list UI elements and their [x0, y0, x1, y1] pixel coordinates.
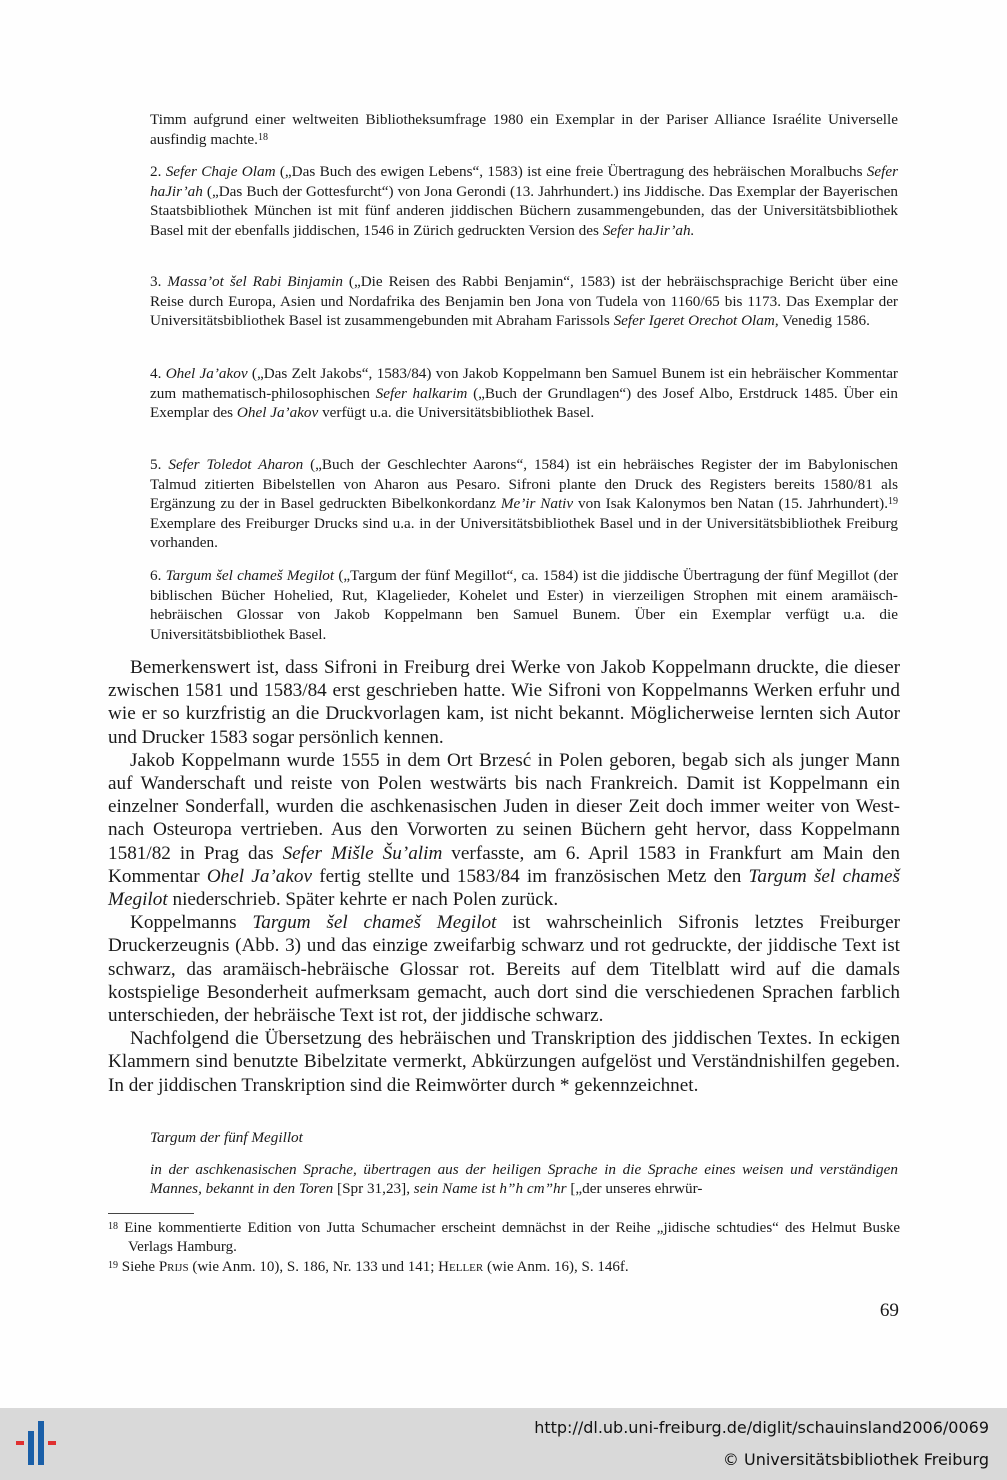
- item-italic: Ohel Ja’akov: [236, 404, 319, 422]
- paragraph-text: Bemerkenswert ist, dass Sifroni in Freiburg drei Werke von Jakob Koppelmann druckte, die dieser zwischen 1581 und 1583/84 erst geschrieben hatte. Wie Sifroni von Koppelmanns Werken erfuhr und wie er so kurzfristig an die Druckvorlagen kam, ist nicht bekannt. Möglicherweise lernten sich Autor und Drucker 1583 sogar persönlich kennen.: [108, 657, 900, 748]
- item-number: 5.: [150, 456, 162, 473]
- main-text: [108, 656, 900, 1097]
- paragraph-text: ist wahrscheinlich Sifronis letztes Freiburger Druckerzeugnis (Abb. 3) und das einzige zweifarbig schwarz und rot gedruckte, der jiddische Text ist schwarz, das aramäisch-hebräische Glossar rot. Bereits auf dem Titelblatt wird auf die damals kostspielige Besonderheit aufmerksam gemacht, auch dort sind die verschiedenen Sprachen farblich unterschieden, der hebräische Text ist rot, der jiddische schwarz.: [108, 912, 900, 1027]
- item-italic: Sefer haJir’ah.: [602, 221, 695, 239]
- paragraph-text: Jakob Koppelmann wurde 1555 in dem Ort Brzesć in Polen geboren, begab sich als junger Mann auf Wanderschaft und reiste von Polen westwärts bis nach Frankreich. Damit ist Koppelmann ein einzelner Sonderfall, wurden die aschkenasischen Juden in dieser Zeit doch immer weiter von West- nach Osteuropa vertrieben. Aus den Vorworten zu seinen Büchern geht hervor, dass Koppelmann 1581/82 in Prag das: [108, 749, 900, 864]
- footnote-number: 19: [108, 1259, 118, 1271]
- logo-accent-right: [48, 1441, 56, 1445]
- item-number: 3.: [150, 273, 162, 290]
- source-url-link[interactable]: http://dl.ub.uni-freiburg.de/diglit/schauinsland2006/0069: [534, 1418, 989, 1437]
- item-text: von Isak Kalonymos ben Natan (15. Jahrhundert).: [573, 495, 888, 513]
- italic-title: Ohel Ja’akov: [206, 865, 313, 887]
- item-text: („Das Buch der Gottesfurcht“) von Jona Gerondi (13. Jahrhundert.) ins Jiddische. Das Exemplar der Bayerischen Staatsbibliothek München ist mit fünf anderen jiddischen Büchern zusammengebunden, das der Universitätsbibliothek Basel mit der ebenfalls jiddischen, 1546 in Zürich gedruckten Version des: [150, 182, 898, 239]
- quote-text: [Spr 31,23],: [333, 1180, 414, 1198]
- paragraph-text: niederschrieb. Später kehrte er nach Polen zurück.: [167, 889, 559, 911]
- quote-block: [150, 1128, 898, 1199]
- body-paragraph-2: [108, 749, 900, 911]
- item-text: („Buch der Grundlagen“) des Josef Albo, Erstdruck 1485. Über ein Exemplar des: [150, 384, 899, 422]
- footnote-divider: [108, 1213, 194, 1214]
- item-text: verfügt u.a. die Universitätsbibliothek Basel.: [318, 404, 595, 422]
- list-item-4: [150, 364, 898, 423]
- item-text: („Das Zelt Jakobs“, 1583/84) von Jakob Koppelmann ben Samuel Bunem ist ein hebräischer Kommentar zum mathematisch-philosophischen: [150, 365, 898, 402]
- copyright-text: © Universitätsbibliothek Freiburg: [722, 1450, 989, 1469]
- paragraph-text: Koppelmanns: [130, 912, 253, 934]
- page-number: 69: [879, 1300, 899, 1321]
- footnote-ref-19[interactable]: 19: [888, 496, 898, 508]
- footnote-author: Heller: [438, 1258, 484, 1275]
- body-paragraph-3: [108, 911, 900, 1027]
- footnote-text: (wie Anm. 10), S. 186, Nr. 133 und 141;: [188, 1258, 439, 1275]
- body-paragraph-4: [108, 1027, 900, 1097]
- item-title: Targum šel chameš Megilot: [165, 567, 335, 584]
- item-number: 4.: [150, 365, 162, 382]
- footnotes: [108, 1219, 900, 1277]
- quote-text: [„der unseres ehrwür-: [566, 1180, 703, 1198]
- item-italic: Sefer Igeret Orechot Olam: [613, 312, 775, 330]
- logo-bar-left: [28, 1431, 34, 1465]
- item-number: 2.: [150, 163, 162, 180]
- item-text: Exemplare des Freiburger Drucks sind u.a. in der Universitätsbibliothek Basel und in der Universitätsbibliothek Freiburg vorhanden.: [150, 514, 898, 552]
- item-text: („Buch der Geschlechter Aarons“, 1584) ist ein hebräisches Register der im Babylonischen Talmud zitierten Bibelstellen von Aharon aus Pesaro. Sifroni plante den Druck des Registers bereits 1580/81 als Ergänzung zu der in Basel gedruckten Bibelkonkordanz: [150, 456, 899, 513]
- italic-title: Targum šel chameš Megilot: [252, 912, 497, 934]
- body-paragraph-1: [108, 656, 900, 749]
- logo-bar-center: [38, 1421, 44, 1465]
- item-text: , Venedig 1586.: [774, 312, 870, 330]
- item-number: 6.: [150, 567, 162, 584]
- quote-text: sein Name ist h”h cm”hr: [413, 1180, 567, 1198]
- item-italic: Sefer halkarim: [375, 384, 468, 402]
- list-item-3: [150, 272, 898, 331]
- footnote-18: [108, 1219, 900, 1258]
- footnote-text: Siehe: [121, 1258, 159, 1275]
- quote-title: Targum der fünf Megillot: [150, 1129, 303, 1146]
- item-title: Massa’ot šel Rabi Binjamin: [167, 273, 343, 290]
- item-title: Sefer Toledot Aharon: [168, 456, 304, 473]
- list-item-6: [150, 566, 898, 644]
- list-item-2: [150, 162, 898, 240]
- item-text: („Das Buch des ewigen Lebens“, 1583) ist eine freie Übertragung des hebräischen Moralbuchs: [275, 163, 867, 180]
- quote-text: in der aschkenasischen Sprache, übertragen aus der heiligen Sprache in die Sprache eines weisen und verständigen Mannes, bekannt in den Toren: [150, 1160, 898, 1198]
- logo-accent-left: [16, 1441, 24, 1445]
- item-italic: Me’ir Nativ: [500, 495, 574, 513]
- footnote-number: 18: [108, 1221, 118, 1232]
- footnote-author: Prijs: [158, 1258, 189, 1275]
- intro-text: Timm aufgrund einer weltweiten Bibliotheksumfrage 1980 ein Exemplar in der Pariser Alliance Israélite Universelle ausfindig machte.: [150, 111, 898, 148]
- paragraph-text: fertig stellte und 1583/84 im französischen Metz den: [312, 865, 749, 887]
- footnote-19: [108, 1258, 900, 1277]
- intro-paragraph: [150, 110, 898, 149]
- item-title: Ohel Ja’akov: [165, 365, 248, 382]
- footnote-text: Eine kommentierte Edition von Jutta Schumacher erscheint demnächst in der Reihe „jidische schtudies“ des Helmut Buske Verlags Hamburg.: [124, 1220, 900, 1256]
- item-italic: Sefer haJir’ah: [150, 163, 899, 200]
- paragraph-text: verfasste, am 6. April 1583 in Frankfurt am Main den Kommentar: [108, 842, 900, 887]
- footnote-text: (wie Anm. 16), S. 146f.: [483, 1258, 629, 1275]
- italic-title: Targum šel chameš Megilot: [108, 865, 900, 911]
- item-title: Sefer Chaje Olam: [165, 163, 276, 180]
- item-text: („Targum der fünf Megillot“, ca. 1584) ist die jiddische Übertragung der fünf Megillot (der biblischen Bücher Hohelied, Rut, Klagelieder, Kohelet und Ester) in vierzeiligen Strophen mit einem aramäisch-hebräischen Glossar von Jakob Koppelmann ben Samuel Bunem. Über ein Exemplar verfügt u.a. die Universitätsbibliothek Basel.: [150, 567, 898, 643]
- list-item-5: [150, 455, 898, 553]
- paragraph-text: Nachfolgend die Übersetzung des hebräischen und Transkription des jiddischen Textes. In eckigen Klammern sind benutzte Bibelzitate vermerkt, Abkürzungen aufgelöst und Verständnishilfen gegeben. In der jiddischen Transkription sind die Reimwörter durch * gekennzeichnet.: [108, 1028, 900, 1096]
- item-text: („Die Reisen des Rabbi Benjamin“, 1583) ist der hebräischsprachige Bericht über eine Reise durch Europa, Asien und Nordafrika des Benjamin ben Jona von Tudela von 1160/65 bis 1173. Das Exemplar der Universitätsbibliothek Basel ist zusammengebunden mit Abraham Farissols: [150, 273, 899, 330]
- library-logo-icon[interactable]: [14, 1419, 64, 1469]
- italic-title: Sefer Mišle Šu’alim: [282, 842, 443, 864]
- footnote-ref-18[interactable]: 18: [257, 131, 268, 143]
